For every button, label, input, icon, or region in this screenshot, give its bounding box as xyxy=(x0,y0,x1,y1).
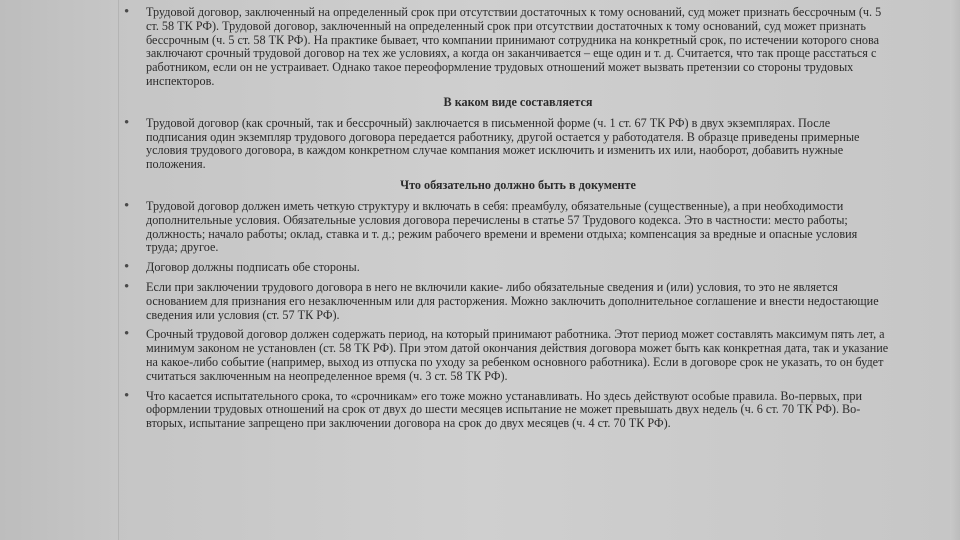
slide-content xyxy=(124,6,890,437)
right-edge-decor xyxy=(950,0,960,540)
list-item xyxy=(124,387,890,431)
section-heading: В каком виде составляется xyxy=(443,94,593,109)
section-heading: Что обязательно должно быть в документе xyxy=(400,177,636,192)
left-decor-divider xyxy=(118,0,119,540)
list-item xyxy=(124,278,890,322)
paragraph-text: Трудовой договор (как срочный, так и бессрочный) заключается в письменной форме (ч. 1 ст. 67 ТК РФ) в двух экземплярах. После подписания один экземпляр трудового договора передается работнику, другой остается у работодателя. В образце приведены примерные условия трудового договора, в каждом конкретном случае компания может исключить и изменить их или, наоборот, добавить нужные положения. xyxy=(146,115,860,172)
bullet-icon: • xyxy=(124,326,130,343)
list-item xyxy=(124,114,890,172)
paragraph-text: Если при заключении трудового договора в него не включили какие- либо обязательные сведения и (или) условия, то это не является основанием для признания его незаключенным или для расторжения. Можно заключить дополнительное соглашение и внести недостающие сведения или условия (ст. 57 ТК РФ). xyxy=(146,279,879,322)
bullet-icon: • xyxy=(124,197,130,214)
bullet-icon: • xyxy=(124,278,130,295)
bullet-icon: • xyxy=(124,114,130,131)
paragraph-text: Договор должны подписать обе стороны. xyxy=(146,260,360,275)
list-item xyxy=(124,6,890,89)
bullet-icon: • xyxy=(124,4,130,20)
paragraph-text: Срочный трудовой договор должен содержать период, на который принимают работника. Этот период может составлять максимум пять лет, а минимум законом не установлен (ст. 58 ТК РФ). При этом датой окончания действия договора может быть как конкретная дата, так и указание на какое-либо событие (например, выход из отпуска по уходу за ребенком основного работника). Если в договоре срок не указать, то он будет считаться заключенным на неопределенное время (ч. 3 ст. 58 ТК РФ). xyxy=(146,327,889,383)
paragraph-text: Трудовой договор, заключенный на определенный срок при отсутствии достаточных к тому оснований, суд может признать бессрочным (ч. 5 ст. 58 ТК РФ). Трудовой договор, заключенный на определенный срок при отсутствии достаточных к тому оснований, суд может признать бессрочным (ч. 5 ст. 58 ТК РФ). На практике бывает, что компании принимают сотрудника на конкретный срок, по истечении которого снова заключают срочный трудовой договор на тех же условиях, а когда он заканчивается – еще один и т. д. Считается, что так проще расстаться с работником, если он не устраивает. Однако такое переоформление трудовых отношений может вызвать претензии со стороны трудовых инспекторов. xyxy=(146,5,882,88)
paragraph-text: Трудовой договор должен иметь четкую структуру и включать в себя: преамбулу, обязательные (существенные), а при необходимости дополнительные условия. Обязательные условия договора перечислены в статье 57 Трудового кодекса. Это в частности: место работы; должность; начало работы; оклад, ставка и т. д.; режим рабочего времени и времени отдыха; компенсация за вредные и опасные условия труда; другое. xyxy=(146,198,858,255)
paragraph-text: Что касается испытательного срока, то «срочникам» его тоже можно устанавливать. Но здесь действуют особые правила. Во-первых, при оформлении трудовых отношений на срок от двух до шести месяцев испытание не может превышать двух недель (ч. 6 ст. 70 ТК РФ). Во-вторых, испытание запрещено при заключении договора на срок до двух месяцев (ч. 4 ст. 70 ТК РФ). xyxy=(146,388,862,431)
list-item xyxy=(124,197,890,255)
left-decor-stripe xyxy=(0,0,118,540)
bullet-icon: • xyxy=(124,387,130,404)
list-item xyxy=(124,328,890,383)
bullet-icon: • xyxy=(124,259,130,276)
list-item xyxy=(124,261,890,275)
